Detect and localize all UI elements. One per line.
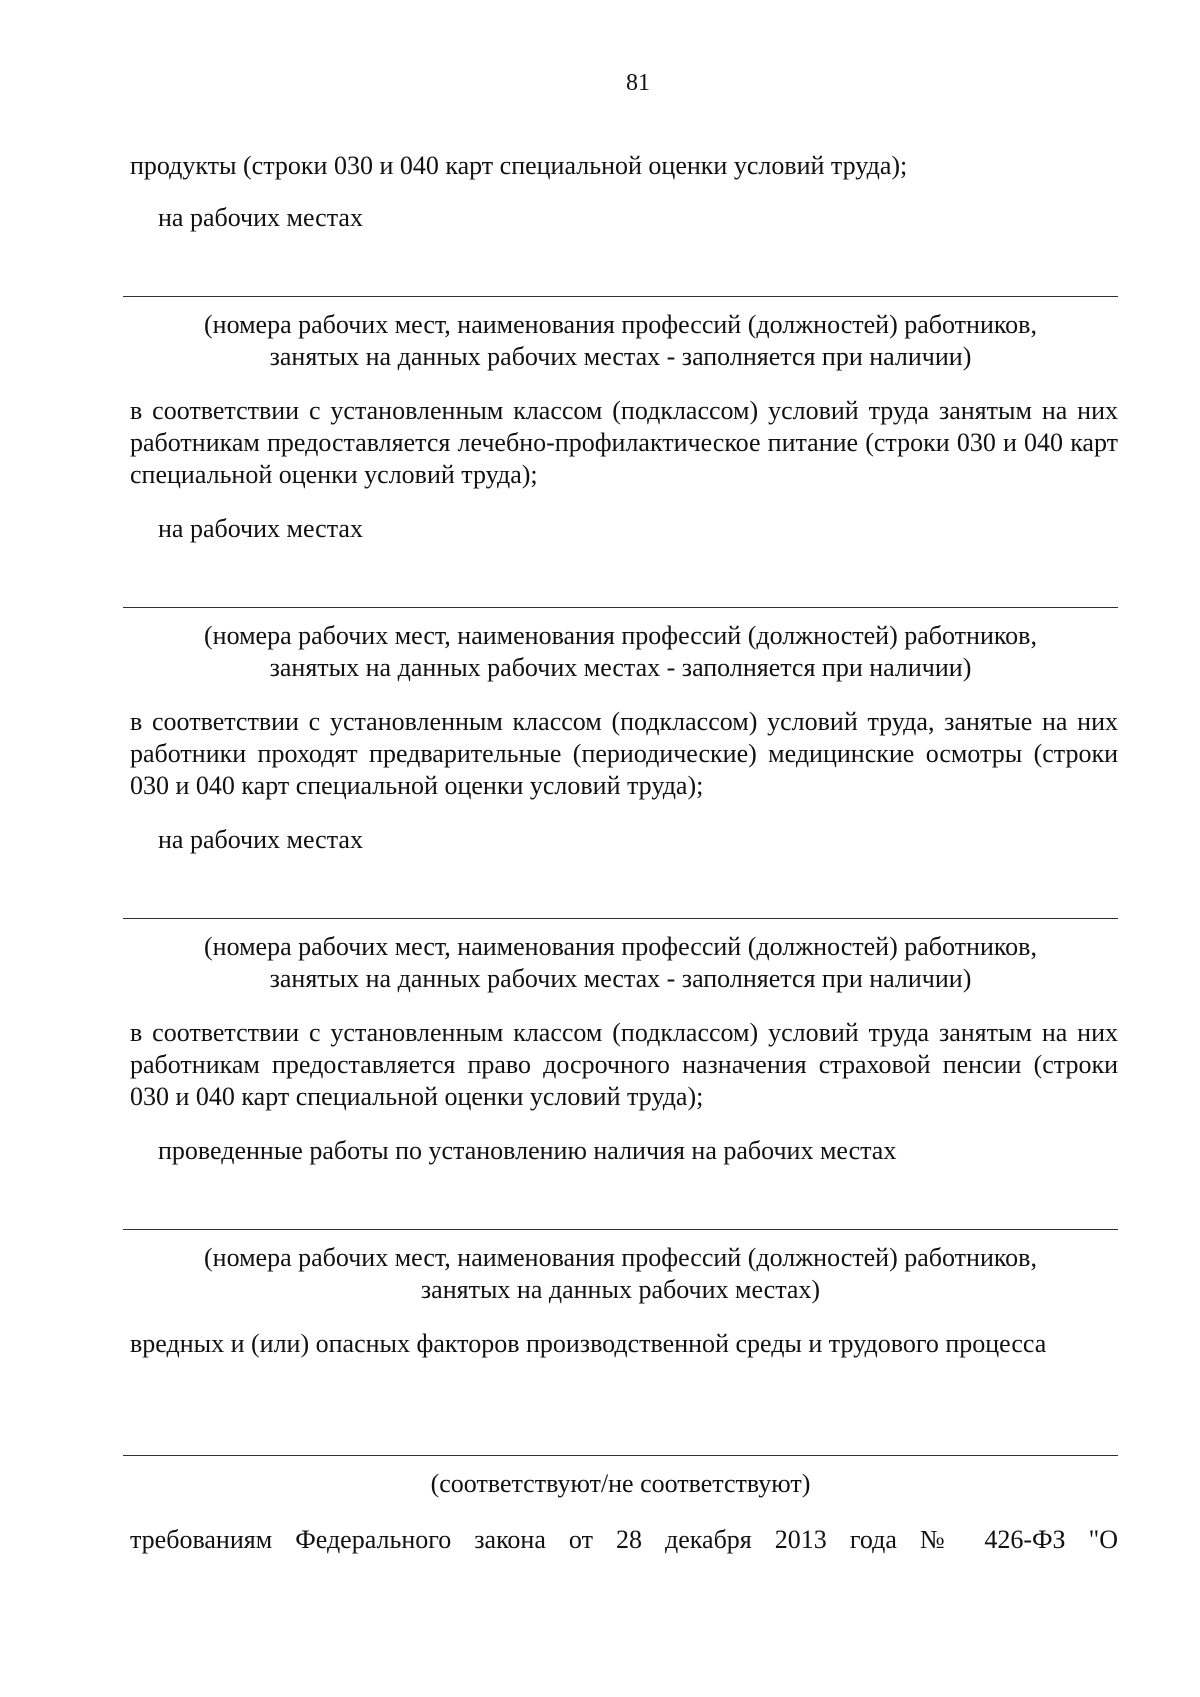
body-paragraph: в соответствии с установленным классом (подклассом) условий труда, занятые на них работники проходят предварительные (периодические) медицинские осмотры (строки 030 и 040 карт специальной оценки условий труда); bbox=[130, 707, 1118, 800]
section-lead-text: на рабочих местах bbox=[158, 514, 363, 543]
field-caption-line: (номера рабочих мест, наименования профессий (должностей) работников, bbox=[204, 310, 1037, 339]
field-caption bbox=[123, 931, 1118, 995]
section-lead-text: на рабочих местах bbox=[158, 825, 363, 854]
body-paragraph: в соответствии с установленным классом (подклассом) условий труда занятым на них работникам предоставляется право досрочного назначения страховой пенсии (строки 030 и 040 карт специальной оценки условий труда); bbox=[130, 1018, 1118, 1111]
field-caption-line: занятых на данных рабочих местах - заполняется при наличии) bbox=[269, 653, 972, 682]
field-caption-line: занятых на данных рабочих местах - заполняется при наличии) bbox=[269, 342, 972, 371]
body-paragraph: вредных и (или) опасных факторов производственной среды и трудового процесса bbox=[130, 1329, 1047, 1358]
section-lead-text: проведенные работы по установлению наличия на рабочих местах bbox=[158, 1136, 897, 1165]
field-caption: (соответствуют/не соответствуют) bbox=[430, 1469, 811, 1498]
intro-paragraph: продукты (строки 030 и 040 карт специальной оценки условий труда); bbox=[130, 151, 908, 180]
field-caption-line: (номера рабочих мест, наименования профессий (должностей) работников, bbox=[204, 1243, 1037, 1272]
fill-in-line bbox=[123, 1229, 1118, 1230]
fill-in-line bbox=[123, 607, 1118, 608]
page-number: 81 bbox=[626, 70, 650, 96]
field-caption-line: занятых на данных рабочих местах - заполняется при наличии) bbox=[269, 964, 972, 993]
field-caption bbox=[123, 620, 1118, 684]
section-lead-text: на рабочих местах bbox=[158, 203, 363, 232]
field-caption-line: занятых на данных рабочих местах) bbox=[420, 1275, 821, 1304]
fill-in-line bbox=[123, 296, 1118, 297]
field-caption bbox=[123, 1242, 1118, 1306]
fill-in-line bbox=[123, 1455, 1118, 1456]
final-paragraph: требованиям Федерального закона от 28 декабря 2013 года № 426-ФЗ "О bbox=[130, 1525, 1118, 1554]
fill-in-line bbox=[123, 918, 1118, 919]
body-paragraph: в соответствии с установленным классом (подклассом) условий труда занятым на них работникам предоставляется лечебно-профилактическое питание (строки 030 и 040 карт специальной оценки условий труда); bbox=[130, 396, 1118, 489]
field-caption bbox=[123, 309, 1118, 373]
field-caption-line: (номера рабочих мест, наименования профессий (должностей) работников, bbox=[204, 932, 1037, 961]
field-caption-line: (номера рабочих мест, наименования профессий (должностей) работников, bbox=[204, 621, 1037, 650]
